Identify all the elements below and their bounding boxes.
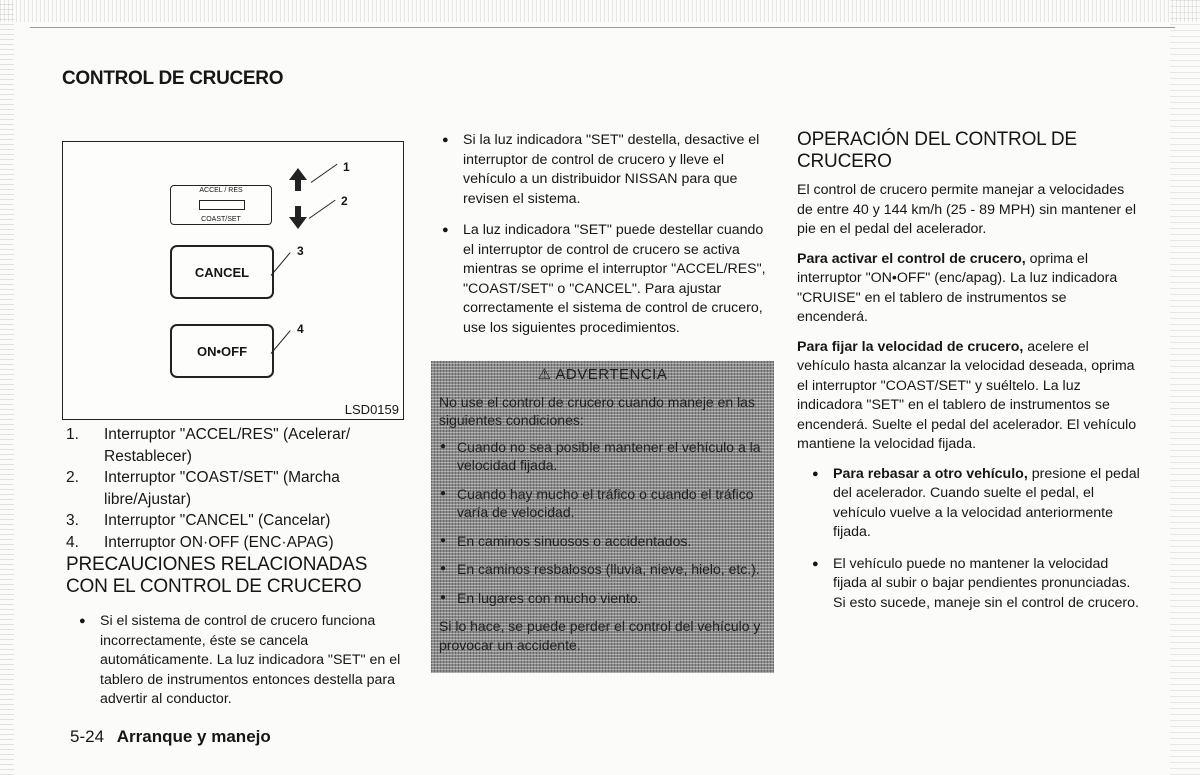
precaution-item: ● Si la luz indicadora "SET" destella, desactive el interruptor de control de crucero y lleve el vehículo a un distribuidor NISSAN para que revisen el sistema. [437,131,773,209]
scan-noise-top [0,0,1200,22]
warning-item: ● Cuando hay mucho el tráfico o cuando el tráfico varía de velocidad. [439,485,766,522]
switch-slot [199,200,245,210]
operation-bullets [797,465,1140,614]
precautions-list-col1 [74,612,410,722]
precautions-list-col2 [437,131,773,350]
arrow-up-stem [295,179,301,191]
activate-text: oprima el interruptor "ON•OFF" (enc/apag). La luz indicadora "CRUISE" en el tablero de instrumentos se encenderá. [797,250,1118,325]
callout-1: 1 [343,160,350,174]
precautions-heading: PRECAUCIONES RELACIONADAS CON EL CONTROL DE CRUCERO [66,554,368,597]
operation-body [797,181,1140,625]
coast-set-label: COAST/SET [201,216,241,223]
warning-title: ⚠ ADVERTENCIA [537,366,668,383]
hill-item: ● El vehículo puede no mantener la velocidad fijada al subir o bajar pendientes pronunciadas. Si esto sucede, maneje sin el control de crucero. [807,555,1140,614]
section-name: Arranque y manejo [116,727,271,746]
page-number: 5-24 [70,727,105,746]
leader-line-2 [309,200,336,219]
pass-lead: Para rebasar a otro vehículo, [833,465,1028,482]
callout-4: 4 [297,322,304,336]
legend-text: Interruptor "COAST/SET" (Marcha libre/Ajustar) [104,469,340,508]
scan-noise-right [1170,0,1200,775]
page-title: CONTROL DE CRUCERO [62,68,284,89]
warning-intro: No use el control de crucero cuando maneje en las siguientes condiciones: [439,393,755,428]
warning-item: ● En caminos sinuosos o accidentados. [439,532,766,551]
pass-item [807,465,1140,543]
accel-res-label: ACCEL / RES [199,187,243,194]
cancel-switch: CANCEL [170,245,274,299]
legend-number: 4. [66,533,79,551]
pass-text: presione el pedal del acelerador. Cuando suelte el pedal, el vehículo vuelve a la velocidad anteriormente fijada. [833,465,1140,540]
legend-number: 2. [66,469,79,486]
legend-item [66,532,406,554]
legend-item [66,467,406,510]
callout-3: 3 [297,244,304,258]
warning-item: ● Cuando no sea posible mantener el vehículo a la velocidad fijada. [439,438,766,475]
warning-outro: Si lo hace, se puede perder el control del vehículo y provocar un accidente. [439,618,761,653]
legend-text: Interruptor ON·OFF (ENC·APAG) [104,533,334,551]
arrow-down-icon [289,217,307,229]
accel-coast-switch [170,185,272,225]
activate-paragraph [797,250,1140,328]
switch-figure [62,141,404,420]
legend-text: Interruptor "ACCEL/RES" (Acelerar/ Restablecer) [104,426,351,465]
leader-line-1 [311,164,338,183]
legend-text: Interruptor "CANCEL" (Cancelar) [104,512,331,529]
scan-noise-left [0,0,14,775]
top-rule [30,27,1175,28]
legend-number: 1. [66,426,79,443]
set-speed-text: acelere el vehículo hasta alcanzar la velocidad deseada, oprima el interruptor "COAST/SET" y suéltelo. La luz indicadora "SET" en el tablero de instrumentos se encenderá. Suelte el pedal del acelerador. El vehículo mantiene la velocidad fijada. [797,338,1137,452]
precaution-item: ● Si el sistema de control de crucero funciona incorrectamente, éste se cancela automáticamente. La luz indicadora "SET" en el tablero de instrumentos entonces destella para advertir al conductor. [74,612,410,710]
on-off-switch: ON•OFF [170,324,274,378]
warning-item: ● En lugares con mucho viento. [439,589,766,608]
legend-item [66,510,406,532]
operation-heading: OPERACIÓN DEL CONTROL DE CRUCERO [797,129,1077,172]
legend-item [66,424,406,467]
warning-box [431,361,774,673]
precaution-item: ● La luz indicadora "SET" puede destellar cuando el interruptor de control de crucero se activa mientras se oprime el interruptor "ACCEL/RES", "COAST/SET" o "CANCEL". Para ajustar correctamente el sistema de control de crucero, use los siguientes procedimientos. [437,221,773,338]
legend-number: 3. [66,512,79,529]
figure-legend [66,424,406,553]
figure-code: LSD0159 [344,402,399,417]
operation-intro: El control de crucero permite manejar a velocidades de entre 40 y 144 km/h (25 - 89 MPH) sin mantener el pie en el pedal del acelerador. [797,182,1137,237]
callout-2: 2 [341,194,348,208]
set-speed-paragraph [797,338,1140,455]
activate-lead: Para activar el control de crucero, [797,250,1026,267]
warning-item: ● En caminos resbalosos (lluvia, nieve, hielo, etc.). [439,560,766,579]
set-speed-lead: Para fijar la velocidad de crucero, [797,338,1024,355]
page-footer [70,727,271,747]
